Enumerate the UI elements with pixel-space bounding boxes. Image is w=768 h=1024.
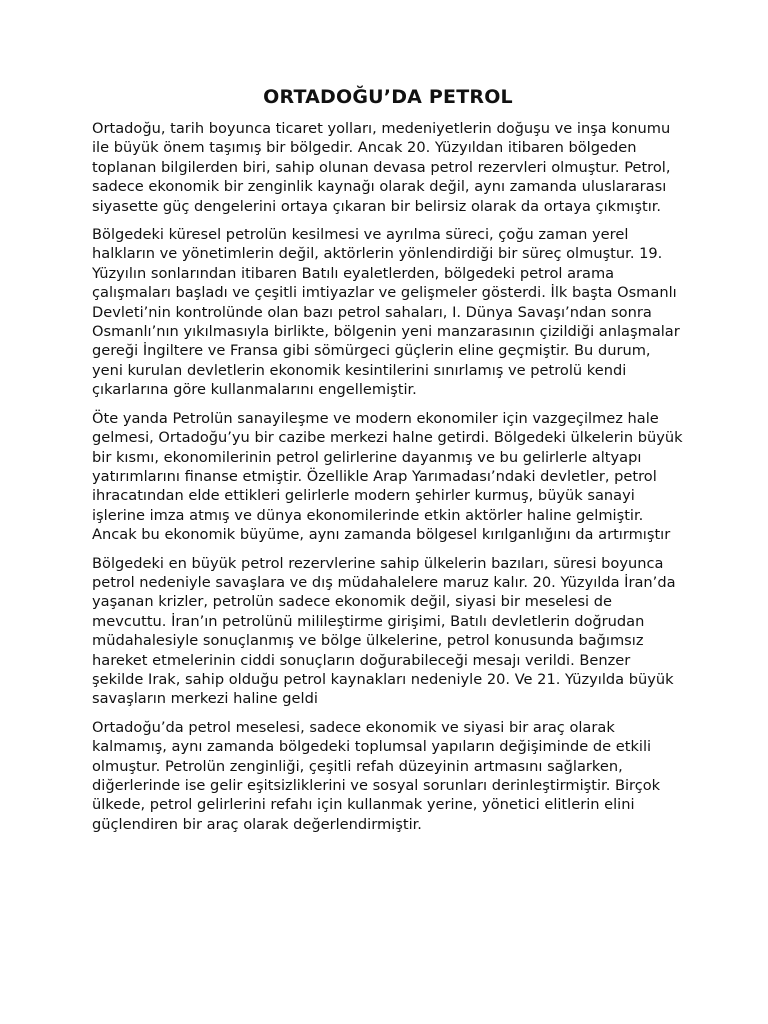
paragraph-1: Ortadoğu, tarih boyunca ticaret yolları, medeniyetlerin doğuşu ve inşa konumu ile büyük önem taşımış bir bölgedir. Ancak 20. Yüzyıldan itibaren bölgeden toplanan bilgilerden biri, sahip olunan devasa petrol rezervleri olmuştur. Petrol, sadece ekonomik bir zenginlik kaynağı olarak değil, aynı zamanda uluslararası siyasette güç dengelerini ortaya çıkaran bir belirsiz olarak da ortaya çıkmıştır. [92, 120, 671, 215]
paragraph-4: Bölgedeki en büyük petrol rezervlerine sahip ülkelerin bazıları, süresi boyunca petrol nedeniyle savaşlara ve dış müdahalelere maruz kalır. 20. Yüzyılda İran’da yaşanan krizler, petrolün sadece ekonomik değil, siyasi bir meselesi de mevcuttu. İran’ın petrolünü milileştirme girişimi, Batılı devletlerin doğrudan müdahalesiyle sonuçlanmış ve bölge ülkelerine, petrol konusunda bağımsız hareket etmelerinin ciddi sonuçların doğurabileceği mesajı verildi. Benzer şekilde Irak, sahip olduğu petrol kaynakları nedeniyle 20. Ve 21. Yüzyılda büyük savaşların merkezi haline geldi [92, 554, 676, 708]
document-title: ORTADOĞU’DA PETROL [263, 86, 513, 108]
paragraph-3: Öte yanda Petrolün sanayileşme ve modern ekonomiler için vazgeçilmez hale gelmesi, Ortadoğu’yu bir cazibe merkezi halne getirdi. Bölgedeki ülkelerin büyük bir kısmı, ekonomilerinin petrol gelirlerine dayanmış ve bu gelirlerle altyapı yatırımlarını finanse etmiştir. Özellikle Arap Yarımadası’ndaki devletler, petrol ihracatından elde ettikleri gelirlerle modern şehirler kurmuş, büyük sanayi işlerine imza atmış ve dünya ekonomilerinde etkin aktörler haline gelmiştir. Ancak bu ekonomik büyüme, aynı zamanda bölgesel kırılganlığını da artırmıştır [92, 409, 683, 544]
document-page [92, 86, 684, 843]
paragraph-5: Ortadoğu’da petrol meselesi, sadece ekonomik ve siyasi bir araç olarak kalmamış, aynı zamanda bölgedeki toplumsal yapıların değişiminde de etkili olmuştur. Petrolün zenginliği, çeşitli refah düzeyinin artmasını sağlarken, diğerlerinde ise gelir eşitsizliklerini ve sosyal sorunları derinleştirmiştir. Birçok ülkede, petrol gelirlerini refahı için kullanmak yerine, yönetici elitlerin elini güçlendiren bir araç olarak değerlendirmiştir. [92, 718, 661, 833]
paragraph-2: Bölgedeki küresel petrolün kesilmesi ve ayrılma süreci, çoğu zaman yerel halkların ve yönetimlerin değil, aktörlerin yönlendirdiği bir süreç olmuştur. 19. Yüzyılın sonlarından itibaren Batılı eyaletlerden, bölgedeki petrol arama çalışmaları başladı ve çeşitli imtiyazlar ve gelişmeler gösterdi. İlk başta Osmanlı Devleti’nin kontrolünde olan bazı petrol sahaları, I. Dünya Savaşı’ndan sonra Osmanlı’nın yıkılmasıyla birlikte, bölgenin yeni manzarasının çizildiği anlaşmalar gereği İngiltere ve Fransa gibi sömürgeci güçlerin eline geçmiştir. Bu durum, yeni kurulan devletlerin ekonomik kesintilerini sınırlamış ve petrolü kendi çıkarlarına göre kullanmalarını engellemiştir. [92, 226, 680, 399]
